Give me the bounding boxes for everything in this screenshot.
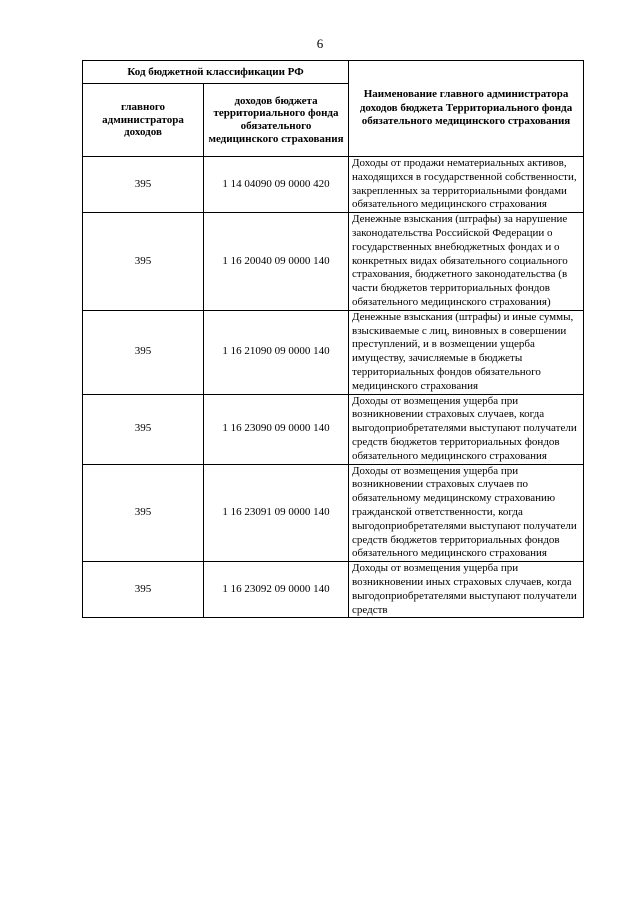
page-number: 6 [316, 36, 324, 51]
header-administrator-name: Наименование главного администратора доходов бюджета Территориального фонда обязательного медицинского страхования [349, 61, 584, 157]
table-row [83, 213, 584, 311]
administrator-code-cell: 395 [83, 310, 204, 394]
revenue-code-cell: 1 16 23091 09 0000 140 [204, 464, 349, 562]
administrator-code-cell: 395 [83, 394, 204, 464]
revenue-code-cell: 1 14 04090 09 0000 420 [204, 157, 349, 213]
revenue-code-cell: 1 16 23092 09 0000 140 [204, 562, 349, 618]
administrator-code-cell: 395 [83, 464, 204, 562]
header-row-top [83, 61, 584, 84]
revenue-name-cell: Доходы от возмещения ущерба при возникновении страховых случаев по обязательному медицинскому страхованию гражданской ответственности, когда выгодоприобретателями выступают получатели средств бюджетов территориальных фондов обязательного медицинского страхования [349, 464, 584, 562]
revenue-code-cell: 1 16 23090 09 0000 140 [204, 394, 349, 464]
revenue-name-cell: Денежные взыскания (штрафы) за нарушение законодательства Российской Федерации о государственных внебюджетных фондах и о конкретных видах обязательного социального страхования, бюджетного законодательства (в части бюджетов территориальных фондов обязательного медицинского страхования) [349, 213, 584, 311]
table-row [83, 562, 584, 618]
revenue-name-cell: Доходы от продажи нематериальных активов, находящихся в государственной собственности, закрепленных за территориальными фондами обязательного медицинского страхования [349, 157, 584, 213]
table-row [83, 310, 584, 394]
header-budget-code-group: Код бюджетной классификации РФ [83, 61, 349, 84]
revenue-name-cell: Доходы от возмещения ущерба при возникновении иных страховых случаев, когда выгодоприобретателями выступают получатели средств [349, 562, 584, 618]
header-chief-administrator: главного администратора доходов [83, 84, 204, 157]
administrator-code-cell: 395 [83, 562, 204, 618]
administrator-code-cell: 395 [83, 157, 204, 213]
revenue-name-cell: Доходы от возмещения ущерба при возникновении страховых случаев, когда выгодоприобретателями выступают получатели средств бюджетов территориальных фондов обязательного медицинского страхования [349, 394, 584, 464]
table-row [83, 464, 584, 562]
revenue-name-cell: Денежные взыскания (штрафы) и иные суммы, взыскиваемые с лиц, виновных в совершении преступлений, и в возмещении ущерба имуществу, зачисляемые в бюджеты территориальных фондов обязательного медицинского страхования [349, 310, 584, 394]
table-row [83, 394, 584, 464]
table-row [83, 157, 584, 213]
budget-classification-table [82, 60, 584, 618]
administrator-code-cell: 395 [83, 213, 204, 311]
header-revenue-code: доходов бюджета территориального фонда обязательного медицинского страхования [204, 84, 349, 157]
revenue-code-cell: 1 16 21090 09 0000 140 [204, 310, 349, 394]
revenue-code-cell: 1 16 20040 09 0000 140 [204, 213, 349, 311]
